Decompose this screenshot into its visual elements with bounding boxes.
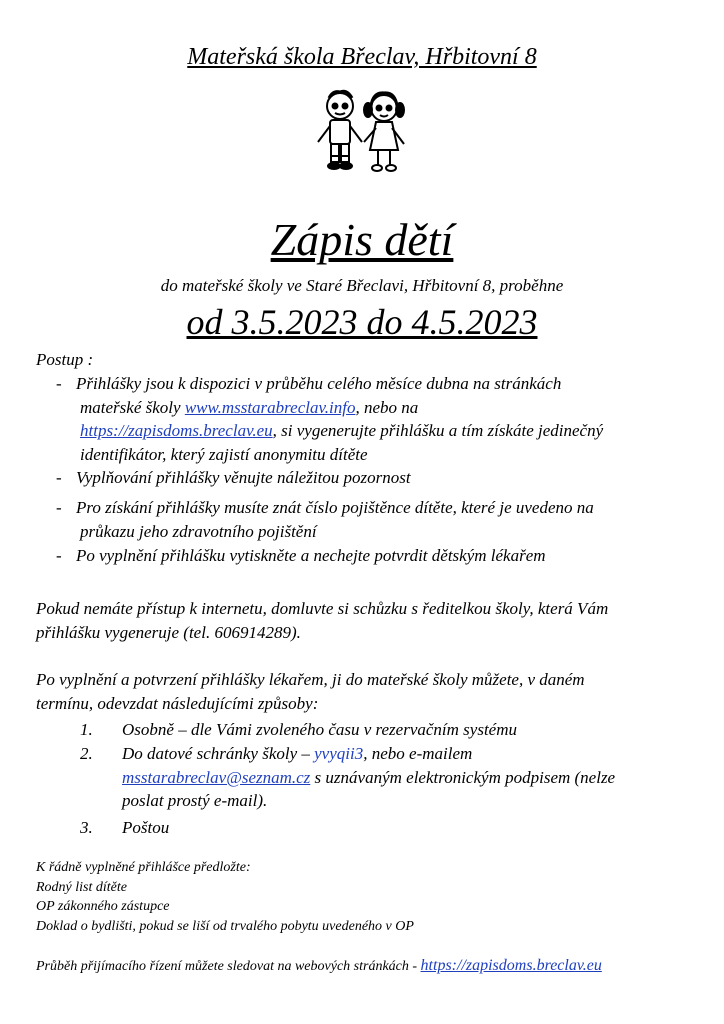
procedure-item-3 [76,496,716,543]
children-holding-hands-icon [310,86,416,192]
school-email-link[interactable]: msstarabreclav@seznam.cz [122,767,311,787]
school-website-link[interactable]: www.msstarabreclav.info [184,397,356,417]
footer-note [36,956,716,977]
document-item: Rodný list dítěte [36,879,127,895]
no-internet-line1: Pokud nemáte přístup k internetu, domluvte si schůzku s ředitelkou školy, která Vám [36,599,609,618]
option-number: 1. [80,720,93,739]
bullet-dash: - [56,468,62,487]
procedure-item-1-line1: Přihlášky jsou k dispozici v průběhu celého měsíce dubna na stránkách [76,374,562,393]
document-item: OP zákonného zástupce [36,899,170,914]
procedure-item-2: Vyplňování přihlášky věnujte náležitou pozornost [76,468,411,487]
bullet-dash: - [56,498,62,517]
enrollment-dates: od 3.5.2023 do 4.5.2023 [186,302,538,342]
documents-title: K řádně vyplněné přihlášce předložte: [36,860,251,875]
bullet-dash: - [56,546,62,565]
option-databox-suffix: , nebo e-mailem [363,744,473,763]
bullet-dash: - [56,374,62,393]
option-email-suffix: s uznávaným elektronickým podpisem (nelze [310,767,616,787]
procedure-item-3-line2: průkazu jeho zdravotního pojištění [80,521,317,541]
option-databox-prefix: Do datové schránky školy – [122,744,315,763]
headline: Zápis dětí [270,214,454,265]
procedure-item-1 [76,372,716,466]
procedure-label: Postup : [36,350,94,369]
procedure-item-1-line2-suffix: , nebo na [355,397,419,417]
enrollment-portal-link[interactable]: https://zapisdoms.breclav.eu [80,421,273,440]
option-number: 2. [80,744,93,763]
footer-portal-link[interactable]: https://zapisdoms.breclav.eu [420,957,602,974]
procedure-item-1-line3-suffix: , si vygenerujte přihlášku a tím získáte jedinečný [272,421,604,440]
no-internet-paragraph [36,597,716,644]
submission-paragraph [36,668,716,715]
option-personal: Osobně – dle Vámi zvoleného času v rezervačním systému [122,720,517,739]
procedure-item-1-line2-prefix: mateřské školy [80,397,185,417]
option-post: Poštou [122,818,170,837]
submission-line2: termínu, odevzdat následujícími způsoby: [36,693,319,713]
option-number: 3. [80,818,93,837]
databox-id: yvyqii3 [314,744,364,763]
document-item: Doklad o bydlišti, pokud se liší od trvalého pobytu uvedeného v OP [36,918,414,934]
intro-text: do mateřské školy ve Staré Břeclavi, Hřbitovní 8, proběhne [160,276,564,295]
school-title: Mateřská škola Břeclav, Hřbitovní 8 [187,44,537,70]
procedure-item-1-line4: identifikátor, který zajistí anonymitu dítěte [80,444,368,464]
no-internet-line2: přihlášku vygeneruje (tel. 606914289). [36,622,301,642]
submission-line1: Po vyplnění a potvrzení přihlášky lékařem, ji do mateřské školy můžete, v daném [36,670,585,689]
procedure-item-3-line1: Pro získání přihlášky musíte znát číslo pojištěnce dítěte, které je uvedeno na [76,498,594,517]
footer-prefix: Průběh přijímacího řízení můžete sledovat na webových stránkách - [36,959,421,974]
option-email-line3: poslat prostý e-mail). [122,791,268,810]
documents-list [36,858,716,936]
option-databox [122,742,712,813]
procedure-item-4: Po vyplnění přihlášku vytiskněte a nechejte potvrdit dětským lékařem [76,546,546,565]
